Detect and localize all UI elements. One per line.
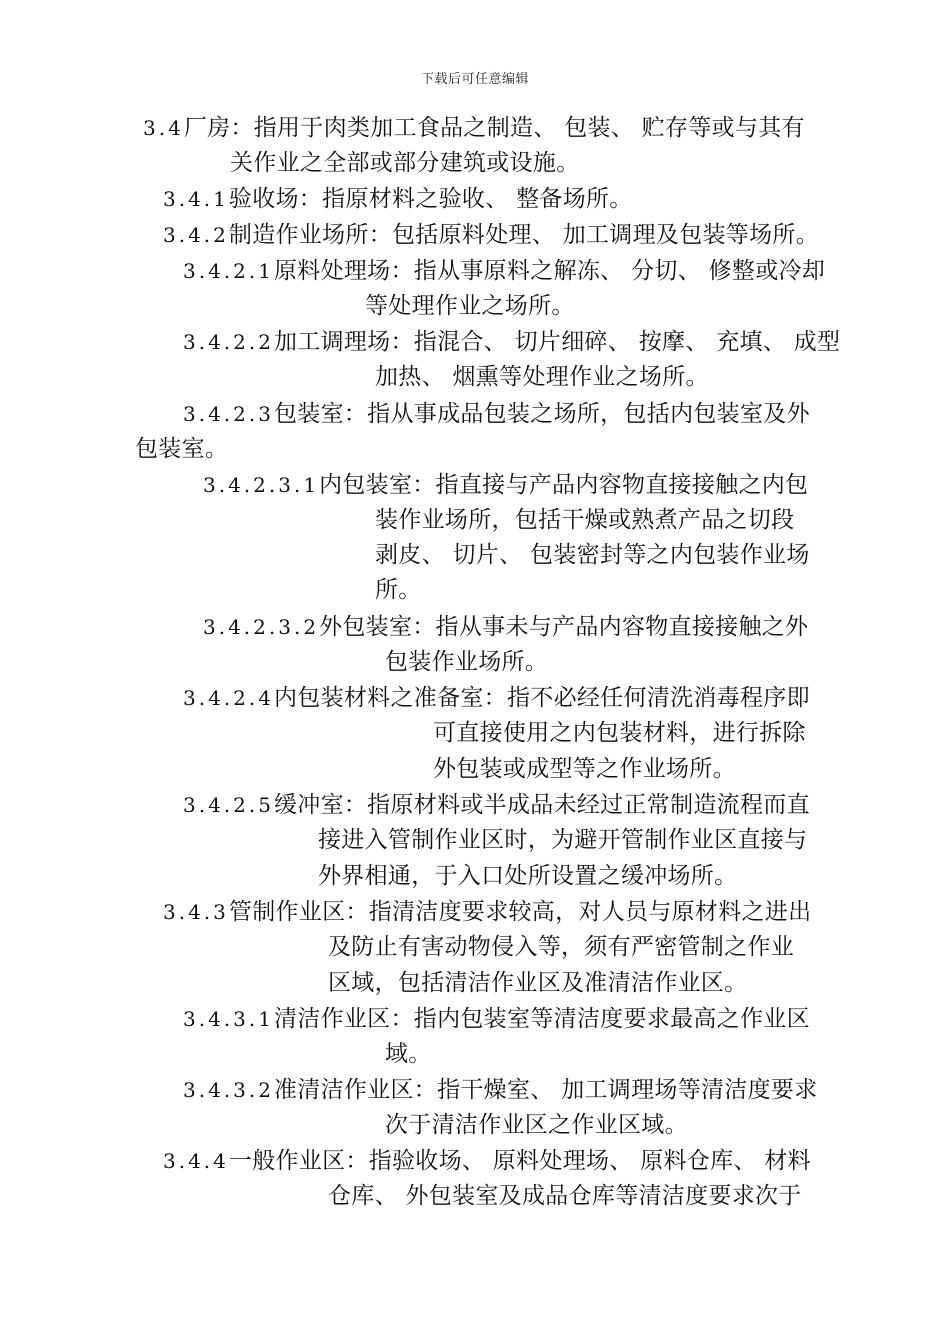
clause-continuation-line bbox=[433, 718, 806, 748]
clause-text: 装作业场所，包括干燥或熟煮产品之切段 bbox=[375, 507, 795, 533]
clause-continuation-line bbox=[318, 861, 737, 891]
clause-text: 关作业之全部或部分建筑或设施。 bbox=[230, 150, 580, 176]
clause-text: 包装室：指从事成品包装之场所，包括内包装室及外 bbox=[273, 401, 810, 427]
clause-continuation-line bbox=[318, 825, 807, 855]
clause-text: 管制作业区：指清洁度要求较高，对人员与原材料之进出 bbox=[228, 899, 812, 925]
clause-text: 区域，包括清洁作业区及准清洁作业区。 bbox=[328, 970, 748, 996]
clause-text: 可直接使用之内包装材料，进行拆除 bbox=[433, 720, 806, 746]
clause-text: 外包装室：指从事未与产品内容物直接接触之外 bbox=[319, 614, 809, 640]
clause-first-line bbox=[163, 897, 811, 927]
clause-text: 仓库、 外包装室及成品仓库等清洁度要求次于 bbox=[328, 1183, 802, 1209]
clause-first-line bbox=[183, 399, 810, 429]
clause-text: 域。 bbox=[385, 1041, 432, 1067]
clause-text: 清洁作业区：指内包装室等清洁度要求最高之作业区 bbox=[273, 1006, 810, 1032]
clause-text: 厂房：指用于肉类加工食品之制造、 包装、 贮存等或与其有 bbox=[183, 115, 805, 141]
clause-continuation-line bbox=[135, 434, 228, 464]
clause-continuation-line bbox=[375, 505, 794, 535]
clause-text: 次于清洁作业区之作业区域。 bbox=[385, 1112, 688, 1138]
clause-continuation-line bbox=[328, 968, 747, 998]
clause-text: 一般作业区：指验收场、 原料处理场、 原料仓库、 材料 bbox=[228, 1148, 811, 1174]
clause-text: 加工调理场：指混合、 切片细碎、 按摩、 充填、 成型 bbox=[273, 329, 841, 355]
clause-continuation-line bbox=[375, 575, 422, 605]
clause-number: 3.4.3 bbox=[163, 900, 229, 924]
clause-number: 3.4.3.1 bbox=[183, 1007, 274, 1031]
clause-number: 3.4.4 bbox=[163, 1149, 229, 1173]
clause-first-line bbox=[203, 612, 808, 642]
clause-text: 外界相通，于入口处所设置之缓冲场所。 bbox=[318, 863, 738, 889]
clause-number: 3.4.2.3.1 bbox=[203, 473, 320, 497]
clause-text: 缓冲室：指原材料或半成品未经过正常制造流程而直 bbox=[273, 792, 810, 818]
clause-text: 准清洁作业区：指干燥室、 加工调理场等清洁度要求 bbox=[273, 1077, 818, 1103]
clause-first-line bbox=[183, 790, 810, 820]
clause-number: 3.4.2.5 bbox=[183, 793, 274, 817]
clause-number: 3.4.2.1 bbox=[183, 259, 274, 283]
clause-number: 3.4.2 bbox=[163, 223, 229, 247]
clause-text: 包装作业场所。 bbox=[385, 649, 549, 675]
clause-text: 验收场：指原材料之验收、 整备场所。 bbox=[228, 186, 633, 212]
clause-text: 加热、 烟熏等处理作业之场所。 bbox=[375, 364, 709, 390]
clause-text: 包装室。 bbox=[135, 436, 229, 462]
clause-first-line bbox=[183, 683, 810, 713]
clause-text: 所。 bbox=[375, 577, 422, 603]
clause-first-line bbox=[163, 184, 633, 214]
clause-first-line bbox=[183, 1075, 818, 1105]
clause-continuation-line bbox=[385, 1110, 688, 1140]
clause-number: 3.4.3.2 bbox=[183, 1078, 274, 1102]
clause-continuation-line bbox=[375, 362, 709, 392]
clause-number: 3.4.2.3.2 bbox=[203, 615, 320, 639]
clause-number: 3.4.2.3 bbox=[183, 402, 274, 426]
clause-text: 内包装室：指直接与产品内容物直接接触之内包 bbox=[319, 472, 809, 498]
clause-continuation-line bbox=[375, 540, 810, 570]
clause-first-line bbox=[143, 113, 805, 143]
clause-text: 制造作业场所：包括原料处理、 加工调理及包装等场所。 bbox=[228, 222, 820, 248]
clause-continuation-line bbox=[328, 932, 794, 962]
clause-text: 原料处理场：指从事原料之解冻、 分切、 修整或冷却 bbox=[273, 258, 826, 284]
clause-first-line bbox=[183, 1004, 810, 1034]
clause-number: 3.4.2.2 bbox=[183, 330, 274, 354]
clause-continuation-line bbox=[328, 1181, 802, 1211]
clause-continuation-line bbox=[230, 148, 580, 178]
clause-text: 内包装材料之准备室：指不必经任何清洗消毒程序即 bbox=[273, 685, 810, 711]
clause-continuation-line bbox=[365, 291, 575, 321]
clause-first-line bbox=[183, 256, 825, 286]
clause-text: 外包装或成型等之作业场所。 bbox=[433, 756, 736, 782]
clause-continuation-line bbox=[385, 647, 548, 677]
clause-first-line bbox=[163, 1146, 811, 1176]
clause-text: 剥皮、 切片、 包装密封等之内包装作业场 bbox=[375, 542, 810, 568]
clause-text: 接进入管制作业区时，为避开管制作业区直接与 bbox=[318, 827, 808, 853]
clause-number: 3.4.2.4 bbox=[183, 686, 274, 710]
clause-continuation-line bbox=[433, 754, 736, 784]
clause-first-line bbox=[163, 220, 819, 250]
page-header: 下载后可任意编辑 bbox=[420, 72, 529, 87]
clause-text: 等处理作业之场所。 bbox=[365, 293, 575, 319]
clause-text: 及防止有害动物侵入等，须有严密管制之作业 bbox=[328, 934, 794, 960]
clause-first-line bbox=[203, 470, 808, 500]
clause-number: 3.4.1 bbox=[163, 187, 229, 211]
clause-first-line bbox=[183, 327, 840, 357]
clause-continuation-line bbox=[385, 1039, 432, 1069]
clause-number: 3.4 bbox=[143, 116, 184, 140]
